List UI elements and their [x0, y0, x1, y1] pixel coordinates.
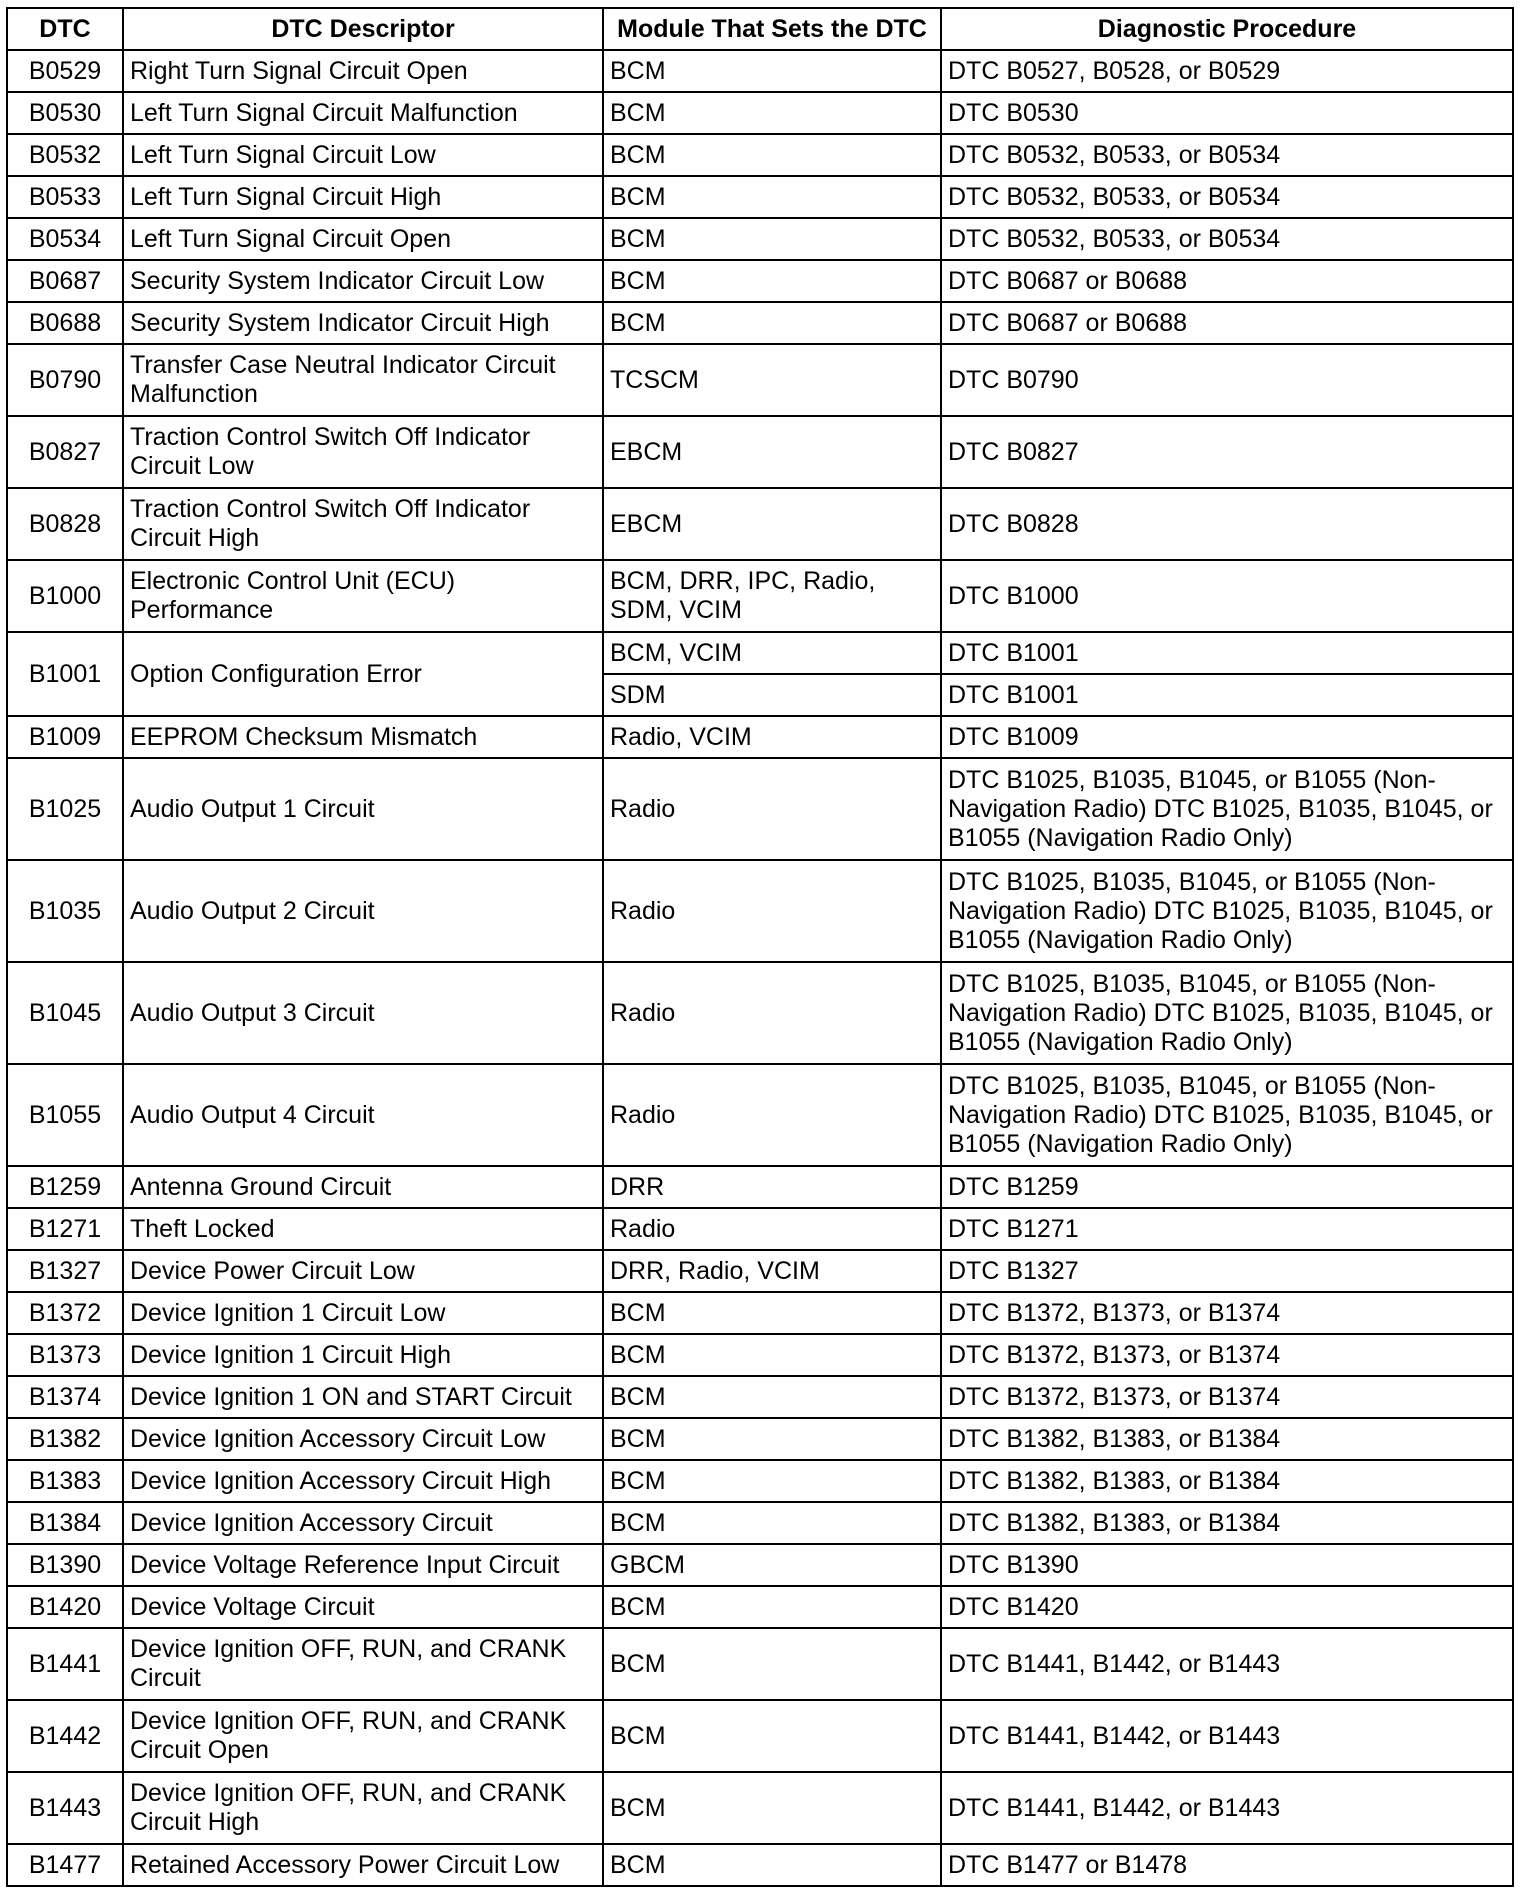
dtc-descriptor: Theft Locked: [123, 1208, 603, 1250]
header-module: Module That Sets the DTC: [603, 8, 941, 50]
dtc-descriptor: Audio Output 1 Circuit: [123, 758, 603, 860]
dtc-module: BCM: [603, 218, 941, 260]
dtc-descriptor: Device Ignition 1 Circuit Low: [123, 1292, 603, 1334]
dtc-descriptor: EEPROM Checksum Mismatch: [123, 716, 603, 758]
table-row: [7, 50, 1513, 92]
dtc-procedure: DTC B1327: [941, 1250, 1513, 1292]
dtc-descriptor: Security System Indicator Circuit Low: [123, 260, 603, 302]
dtc-procedure: DTC B1025, B1035, B1045, or B1055 (Non-Navigation Radio) DTC B1025, B1035, B1045, or B1055 (Navigation Radio Only): [941, 962, 1513, 1064]
dtc-code: B1045: [7, 962, 123, 1064]
dtc-code: B0828: [7, 488, 123, 560]
dtc-descriptor: Retained Accessory Power Circuit Low: [123, 1844, 603, 1886]
dtc-module: BCM: [603, 260, 941, 302]
dtc-descriptor: Device Ignition Accessory Circuit: [123, 1502, 603, 1544]
table-row: [7, 1772, 1513, 1844]
dtc-procedure: DTC B1025, B1035, B1045, or B1055 (Non-Navigation Radio) DTC B1025, B1035, B1045, or B1055 (Navigation Radio Only): [941, 758, 1513, 860]
dtc-procedure: DTC B1259: [941, 1166, 1513, 1208]
table-row: [7, 1502, 1513, 1544]
dtc-descriptor: Traction Control Switch Off Indicator Circuit Low: [123, 416, 603, 488]
dtc-procedure: DTC B1001: [941, 674, 1513, 716]
dtc-code: B1035: [7, 860, 123, 962]
dtc-module: Radio: [603, 1208, 941, 1250]
dtc-module: BCM: [603, 1502, 941, 1544]
dtc-module: Radio: [603, 758, 941, 860]
dtc-module: BCM: [603, 1376, 941, 1418]
table-header-row: [7, 8, 1513, 50]
table-row: [7, 1844, 1513, 1886]
dtc-descriptor: Device Voltage Reference Input Circuit: [123, 1544, 603, 1586]
dtc-procedure: DTC B0687 or B0688: [941, 302, 1513, 344]
dtc-code: B1420: [7, 1586, 123, 1628]
dtc-code: B0530: [7, 92, 123, 134]
table-row: [7, 344, 1513, 416]
dtc-procedure: DTC B1001: [941, 632, 1513, 674]
dtc-code: B1441: [7, 1628, 123, 1700]
dtc-table-page: [6, 7, 1514, 1887]
dtc-code: B0790: [7, 344, 123, 416]
dtc-descriptor: Device Voltage Circuit: [123, 1586, 603, 1628]
dtc-module: BCM: [603, 1334, 941, 1376]
dtc-procedure: DTC B1025, B1035, B1045, or B1055 (Non-Navigation Radio) DTC B1025, B1035, B1045, or B1055 (Navigation Radio Only): [941, 860, 1513, 962]
dtc-procedure: DTC B1382, B1383, or B1384: [941, 1460, 1513, 1502]
dtc-descriptor: Left Turn Signal Circuit High: [123, 176, 603, 218]
dtc-code: B1443: [7, 1772, 123, 1844]
table-row: [7, 92, 1513, 134]
dtc-code: B1000: [7, 560, 123, 632]
table-row: [7, 1208, 1513, 1250]
dtc-procedure: DTC B0827: [941, 416, 1513, 488]
dtc-descriptor: Device Power Circuit Low: [123, 1250, 603, 1292]
dtc-code: B1442: [7, 1700, 123, 1772]
dtc-descriptor: Audio Output 2 Circuit: [123, 860, 603, 962]
table-row: [7, 1586, 1513, 1628]
dtc-descriptor: Audio Output 3 Circuit: [123, 962, 603, 1064]
dtc-module: BCM: [603, 1700, 941, 1772]
dtc-module: EBCM: [603, 416, 941, 488]
dtc-descriptor: Device Ignition 1 ON and START Circuit: [123, 1376, 603, 1418]
dtc-module: BCM: [603, 1844, 941, 1886]
dtc-code: B1477: [7, 1844, 123, 1886]
dtc-module: Radio, VCIM: [603, 716, 941, 758]
table-row: [7, 134, 1513, 176]
dtc-procedure: DTC B1372, B1373, or B1374: [941, 1376, 1513, 1418]
dtc-module: Radio: [603, 1064, 941, 1166]
table-row: [7, 488, 1513, 560]
dtc-descriptor: Device Ignition OFF, RUN, and CRANK Circuit Open: [123, 1700, 603, 1772]
dtc-procedure: DTC B0828: [941, 488, 1513, 560]
header-dtc: DTC: [7, 8, 123, 50]
dtc-procedure: DTC B1382, B1383, or B1384: [941, 1502, 1513, 1544]
table-row: [7, 1250, 1513, 1292]
dtc-descriptor: Right Turn Signal Circuit Open: [123, 50, 603, 92]
dtc-procedure: DTC B1271: [941, 1208, 1513, 1250]
table-row: [7, 416, 1513, 488]
dtc-module: BCM, DRR, IPC, Radio, SDM, VCIM: [603, 560, 941, 632]
dtc-code: B1271: [7, 1208, 123, 1250]
dtc-descriptor: Electronic Control Unit (ECU) Performance: [123, 560, 603, 632]
dtc-module: BCM: [603, 134, 941, 176]
dtc-procedure: DTC B0532, B0533, or B0534: [941, 176, 1513, 218]
dtc-code: B0688: [7, 302, 123, 344]
dtc-code: B0529: [7, 50, 123, 92]
dtc-module: BCM: [603, 302, 941, 344]
dtc-descriptor: Device Ignition Accessory Circuit High: [123, 1460, 603, 1502]
dtc-module: BCM: [603, 1292, 941, 1334]
dtc-module: BCM: [603, 176, 941, 218]
dtc-code: B0687: [7, 260, 123, 302]
dtc-procedure: DTC B1382, B1383, or B1384: [941, 1418, 1513, 1460]
dtc-procedure: DTC B1390: [941, 1544, 1513, 1586]
dtc-descriptor: Audio Output 4 Circuit: [123, 1064, 603, 1166]
dtc-descriptor: Device Ignition OFF, RUN, and CRANK Circuit High: [123, 1772, 603, 1844]
dtc-procedure: DTC B1025, B1035, B1045, or B1055 (Non-Navigation Radio) DTC B1025, B1035, B1045, or B1055 (Navigation Radio Only): [941, 1064, 1513, 1166]
dtc-code: B1327: [7, 1250, 123, 1292]
dtc-module: BCM, VCIM: [603, 632, 941, 674]
dtc-code: B1373: [7, 1334, 123, 1376]
dtc-descriptor: Device Ignition Accessory Circuit Low: [123, 1418, 603, 1460]
dtc-code: B0827: [7, 416, 123, 488]
table-row: [7, 1544, 1513, 1586]
dtc-module: BCM: [603, 92, 941, 134]
dtc-descriptor: Antenna Ground Circuit: [123, 1166, 603, 1208]
dtc-procedure: DTC B0527, B0528, or B0529: [941, 50, 1513, 92]
dtc-code: B1001: [7, 632, 123, 716]
dtc-procedure: DTC B0532, B0533, or B0534: [941, 134, 1513, 176]
dtc-procedure: DTC B0687 or B0688: [941, 260, 1513, 302]
table-row: [7, 1418, 1513, 1460]
table-row: [7, 1376, 1513, 1418]
dtc-procedure: DTC B1441, B1442, or B1443: [941, 1628, 1513, 1700]
table-row: [7, 260, 1513, 302]
dtc-descriptor: Option Configuration Error: [123, 632, 603, 716]
table-row: [7, 176, 1513, 218]
table-row: [7, 1334, 1513, 1376]
dtc-descriptor: Left Turn Signal Circuit Low: [123, 134, 603, 176]
table-row: [7, 632, 1513, 674]
dtc-descriptor: Left Turn Signal Circuit Malfunction: [123, 92, 603, 134]
dtc-code: B1055: [7, 1064, 123, 1166]
dtc-module: BCM: [603, 1460, 941, 1502]
dtc-module: EBCM: [603, 488, 941, 560]
table-row: [7, 560, 1513, 632]
dtc-code: B1384: [7, 1502, 123, 1544]
dtc-procedure: DTC B0790: [941, 344, 1513, 416]
dtc-module: DRR, Radio, VCIM: [603, 1250, 941, 1292]
dtc-module: BCM: [603, 50, 941, 92]
table-row: [7, 1292, 1513, 1334]
dtc-code: B0534: [7, 218, 123, 260]
dtc-module: BCM: [603, 1418, 941, 1460]
dtc-procedure: DTC B1372, B1373, or B1374: [941, 1334, 1513, 1376]
dtc-procedure: DTC B0530: [941, 92, 1513, 134]
dtc-code: B0533: [7, 176, 123, 218]
dtc-code: B1382: [7, 1418, 123, 1460]
table-row: [7, 1166, 1513, 1208]
dtc-code: B1009: [7, 716, 123, 758]
dtc-code: B1390: [7, 1544, 123, 1586]
dtc-procedure: DTC B1441, B1442, or B1443: [941, 1772, 1513, 1844]
dtc-module: GBCM: [603, 1544, 941, 1586]
table-row: [7, 1628, 1513, 1700]
table-row: [7, 962, 1513, 1064]
dtc-code: B1372: [7, 1292, 123, 1334]
table-row: [7, 716, 1513, 758]
table-row: [7, 1700, 1513, 1772]
dtc-code: B1383: [7, 1460, 123, 1502]
dtc-procedure: DTC B1372, B1373, or B1374: [941, 1292, 1513, 1334]
dtc-descriptor: Device Ignition OFF, RUN, and CRANK Circuit: [123, 1628, 603, 1700]
dtc-descriptor: Device Ignition 1 Circuit High: [123, 1334, 603, 1376]
table-row: [7, 758, 1513, 860]
dtc-module: Radio: [603, 962, 941, 1064]
dtc-table: [6, 7, 1514, 1887]
dtc-module: BCM: [603, 1772, 941, 1844]
dtc-code: B1025: [7, 758, 123, 860]
dtc-descriptor: Traction Control Switch Off Indicator Circuit High: [123, 488, 603, 560]
dtc-descriptor: Left Turn Signal Circuit Open: [123, 218, 603, 260]
table-row: [7, 302, 1513, 344]
table-row: [7, 218, 1513, 260]
dtc-code: B0532: [7, 134, 123, 176]
dtc-procedure: DTC B1000: [941, 560, 1513, 632]
dtc-module: Radio: [603, 860, 941, 962]
dtc-procedure: DTC B1477 or B1478: [941, 1844, 1513, 1886]
dtc-descriptor: Transfer Case Neutral Indicator Circuit Malfunction: [123, 344, 603, 416]
dtc-descriptor: Security System Indicator Circuit High: [123, 302, 603, 344]
dtc-procedure: DTC B0532, B0533, or B0534: [941, 218, 1513, 260]
dtc-procedure: DTC B1420: [941, 1586, 1513, 1628]
table-row: [7, 1064, 1513, 1166]
dtc-module: TCSCM: [603, 344, 941, 416]
dtc-code: B1259: [7, 1166, 123, 1208]
dtc-procedure: DTC B1441, B1442, or B1443: [941, 1700, 1513, 1772]
dtc-module: BCM: [603, 1586, 941, 1628]
dtc-code: B1374: [7, 1376, 123, 1418]
header-descriptor: DTC Descriptor: [123, 8, 603, 50]
dtc-module: BCM: [603, 1628, 941, 1700]
dtc-procedure: DTC B1009: [941, 716, 1513, 758]
dtc-module: DRR: [603, 1166, 941, 1208]
dtc-module: SDM: [603, 674, 941, 716]
header-procedure: Diagnostic Procedure: [941, 8, 1513, 50]
table-row: [7, 1460, 1513, 1502]
table-row: [7, 860, 1513, 962]
